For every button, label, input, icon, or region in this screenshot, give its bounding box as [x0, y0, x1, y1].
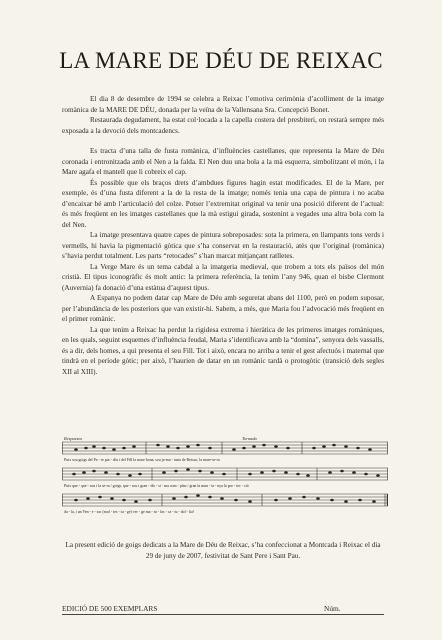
paragraph: La imatge presentava quatre capes de pintura sobreposades: sota la primera, en llampants tons verds i vermells, hi havia la pigmentació gòtica que s’ha conservat en la restauració, atès que l’original (romànica) s’havia perdut totalment. Les parts “retocades” s’han marcat mitjançant ratlletes.	[62, 231, 384, 260]
edition-note: La present edició de goigs dedicats a la Mare de Déu de Reixac, s’ha confeccionat a Montcada i Reixac el dia 29 de juny de 2007, festivitat de Sant Pere i Sant Pau.	[65, 541, 381, 560]
paragraph: És possible que els braços drets d’ambdues figures hagin estat modificades. El de la Mare, per exemple, és d’una fusta diferent a la de la resta de la imatge; només tenia una capa de pintura i no acaba d’encaixar bé amb l’articulació del colze. Potser l’extremitat original va tenir una posició diferent de l’actual: és més freqüent en les imatges castellanes que la mà estigui girada, sostenint a vegades una altra bola com la del Nen.	[62, 178, 384, 229]
paragraph: A Espanya no podem datar cap Mare de Déu amb seguretat abans del 1100, però en podem suposar, per l’abundància de les posteriors que van existir-hi. Sabem, a més, que Maria fou l’advocació més freqüent en el primer romànic.	[62, 294, 384, 323]
lyrics-line: da - la, i un Ven - e - sor (mol - tes - tu - ge) ver - ge ma - ni - fas - ca - tu - dol - lia!	[64, 510, 195, 514]
article-body	[62, 94, 384, 377]
paragraph: La que tenim a Reixac ha perdut la rigidesa extrema i hieràtica de les primeres imatges romàniques, en les quals, seguint esquemes d’influència feudal, Maria s’identificava amb la “domina”, senyora dels vassalls, és a dir, dels homes, a qui presenta el seu Fill. Tot i això, encara no arriba a tenir el gest afectuós i maternal que tindrà en el període gòtic; per això, l’haurien de datar en un romànic tardà o protogòtic (transició dels segles XII al XIII).	[62, 325, 384, 376]
paragraph: Restaurada degudament, ha estat col·locada a la capella costera del presbiteri, on restarà sempre més exposada a la devoció dels montcadencs.	[62, 116, 384, 135]
music-score	[62, 436, 388, 522]
footer-rule	[62, 614, 384, 615]
music-label-right: Tornada	[242, 436, 257, 441]
page-title: LA MARE DE DÉU DE REIXAC	[59, 48, 383, 73]
paragraph: El dia 8 de desembre de 1994 se celebra a Reixac l’emotiva cerimònia d’acolliment de la imatge romànica de la MARE DE DÉU, donada per la veïna de la Vallensana Sra. Concepció Bonet.	[62, 95, 384, 114]
edition-count: EDICIÓ DE 500 EXEMPLARS	[62, 604, 158, 613]
number-label: Núm.	[324, 604, 341, 613]
lyrics-line: Puix que - que - sou i la se-ra / goigs, que - sou i gran - dís - si - ma com - plau / gran la mun - ta - nya la pro - tec - ció	[64, 484, 249, 488]
lyrics-line: Puix sou goigs del Pa - re pia - dós i del Fill la mare bona, sou ja-ma - tasta de Reixac, la mare-se-ra	[64, 458, 220, 462]
music-label-left: Respuesta	[64, 436, 82, 441]
paragraph: La Verge Mare és un tema cabdal a la imatgeria medieval, que trobem a tots els països del món cristià. El tipus iconogràfic és molt antic: la primera referència, la tenim l’any 946, quan el bisbe Clermont (Auvernia) fa donació d’una estàtua d’aquest tipus.	[62, 262, 384, 292]
paragraph: Es tracta d’una talla de fusta romànica, d’influències castellanes, que representa la Mare de Déu coronada i entronitzada amb el Nen a la falda. El Nen duu una bola a la mà esquerra, simbolitzant el món, i la Mare agafa el mantell que li cobreix el cap.	[62, 147, 384, 176]
